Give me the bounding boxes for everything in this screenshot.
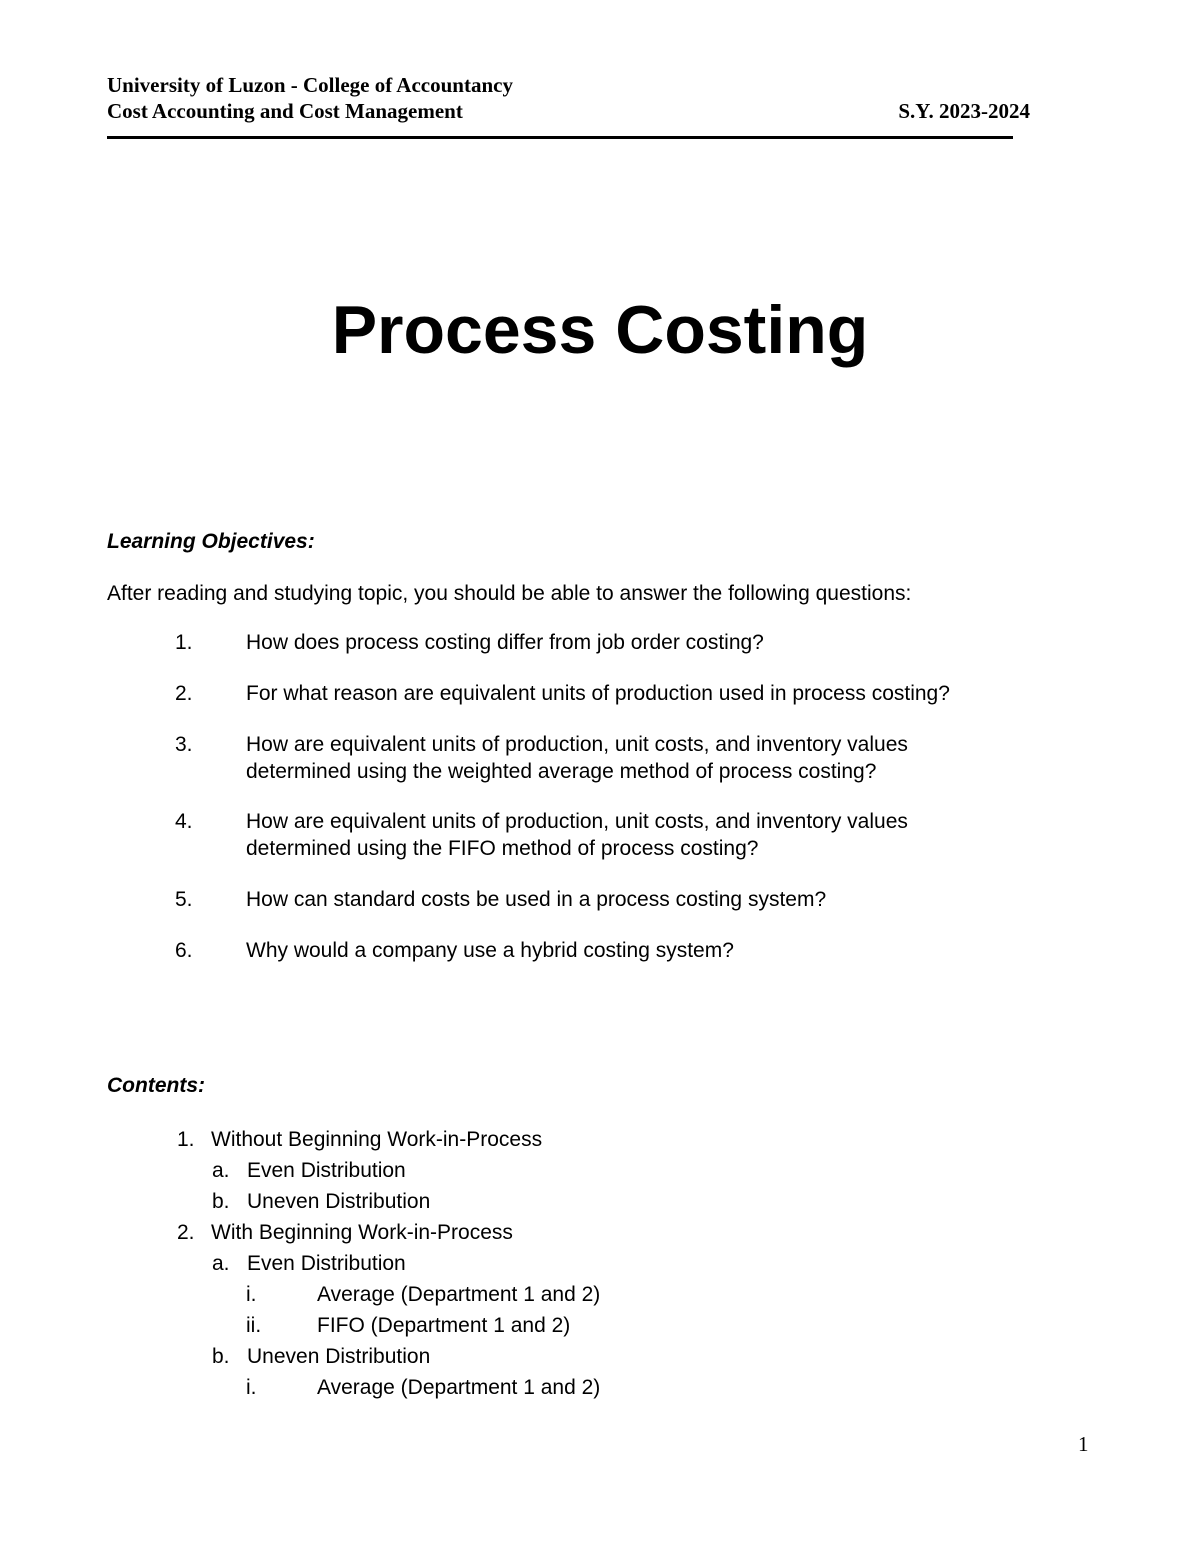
header-line-2 (107, 98, 1030, 124)
objective-number: 3. (175, 733, 193, 756)
contents-marker: 1. (177, 1128, 195, 1151)
document-title: Process Costing (331, 292, 869, 368)
institution-name: University of Luzon - College of Accountancy (107, 73, 513, 97)
contents-text: With Beginning Work-in-Process (211, 1221, 513, 1244)
contents-text: Even Distribution (247, 1252, 406, 1275)
objective-number: 5. (175, 888, 193, 911)
header-divider (107, 136, 1013, 139)
contents-text: Even Distribution (247, 1159, 406, 1182)
contents-text: FIFO (Department 1 and 2) (317, 1314, 571, 1337)
objective-text: How are equivalent units of production, unit costs, and inventory values determined using the weighted average method of process costing? (246, 733, 908, 783)
contents-marker: b. (212, 1345, 230, 1368)
contents-marker: b. (212, 1190, 230, 1213)
page-number: 1 (1078, 1432, 1089, 1456)
contents-marker: a. (212, 1159, 230, 1182)
learning-objectives-intro: After reading and studying topic, you should be able to answer the following questions: (107, 582, 912, 605)
objective-text: For what reason are equivalent units of production used in process costing? (246, 682, 950, 705)
contents-marker: 2. (177, 1221, 195, 1244)
contents-marker: i. (246, 1283, 257, 1306)
learning-objectives-heading: Learning Objectives: (107, 530, 315, 553)
objective-text: How does process costing differ from job order costing? (246, 631, 764, 654)
objective-number: 6. (175, 939, 193, 962)
contents-text: Uneven Distribution (247, 1190, 431, 1213)
contents-heading: Contents: (107, 1074, 205, 1097)
school-year: S.Y. 2023-2024 (898, 99, 1030, 123)
contents-marker: ii. (246, 1314, 262, 1337)
page-header (107, 72, 1030, 124)
objective-number: 4. (175, 810, 193, 833)
objective-text: How can standard costs be used in a process costing system? (246, 888, 827, 911)
contents-marker: i. (246, 1376, 257, 1399)
contents-text: Uneven Distribution (247, 1345, 431, 1368)
course-name: Cost Accounting and Cost Management (107, 99, 463, 123)
objective-text: Why would a company use a hybrid costing system? (246, 939, 734, 962)
contents-marker: a. (212, 1252, 230, 1275)
objective-number: 2. (175, 682, 193, 705)
contents-text: Average (Department 1 and 2) (317, 1283, 601, 1306)
contents-text: Without Beginning Work-in-Process (211, 1128, 543, 1151)
objective-number: 1. (175, 631, 193, 654)
objective-text: How are equivalent units of production, unit costs, and inventory values determined using the FIFO method of process costing? (246, 810, 908, 860)
contents-text: Average (Department 1 and 2) (317, 1376, 601, 1399)
